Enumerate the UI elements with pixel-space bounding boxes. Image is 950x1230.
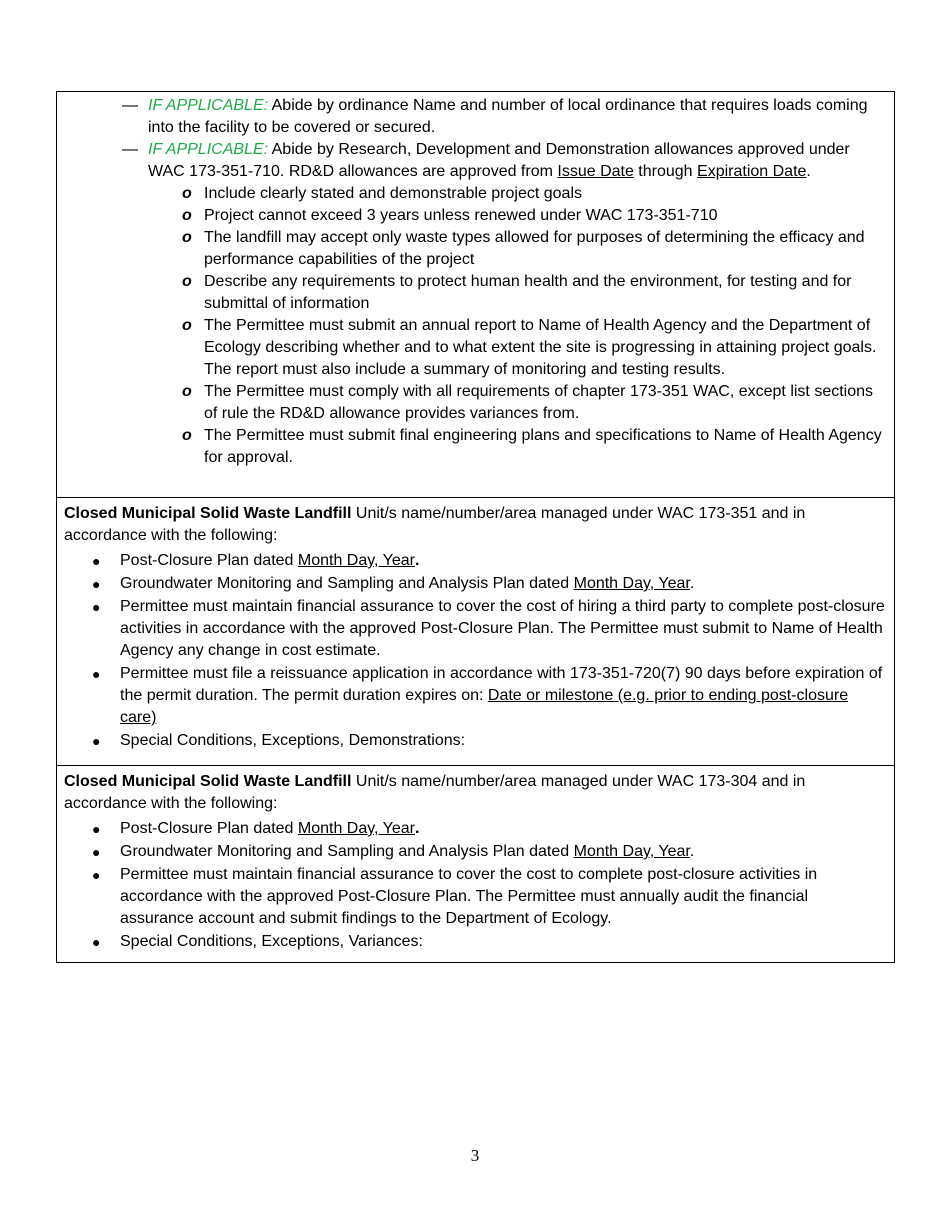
bullet-icon: ● [92,599,101,615]
item-text: Permittee must file a reissuance application in accordance with 173-351-720(7) 90 days before expiration of the permit duration. The permit duration expires on: [120,665,883,704]
dash-marker: — [122,97,138,114]
list-item [64,205,886,227]
item-text: Groundwater Monitoring and Sampling and Analysis Plan dated [120,575,574,592]
item-text: The Permittee must submit an annual report to Name of Health Agency and the Department of Ecology describing whether and to what extent the site is progressing in attaining project goals. The report must also include a summary of monitoring and testing results. [204,317,877,378]
circle-bullet-icon: o [182,273,192,290]
circle-bullet-icon: o [182,229,192,246]
item-text: Project cannot exceed 3 years unless renewed under WAC 173-351-710 [204,207,718,224]
item-text: . [414,552,420,569]
issue-date-field: Issue Date [557,163,634,180]
dash-list [64,95,886,183]
intro-text: Unit/s name/number/area managed under WAC 173-304 and in accordance with the following: [64,773,806,812]
bullet-icon: ● [92,821,101,837]
if-applicable-label: IF APPLICABLE: [148,141,269,158]
list-item [64,139,886,183]
list-item [64,573,886,595]
closed-landfill-351-section [57,497,894,765]
if-applicable-label: IF APPLICABLE: [148,97,269,114]
circle-bullet-icon: o [182,317,192,334]
section-intro [64,769,886,815]
list-item [64,596,886,662]
item-text: Permittee must maintain financial assurance to cover the cost of hiring a third party to complete post-closure activities in accordance with the approved Post-Closure Plan. The Permittee must submit to Name of Health Agency any change in cost estimate. [120,598,885,659]
item-text: Special Conditions, Exceptions, Demonstrations: [120,732,466,749]
date-field: Month Day, Year [573,575,690,592]
bullet-icon: ● [92,666,101,682]
item-text: . [689,843,695,860]
section-title: Closed Municipal Solid Waste Landfill [64,773,352,790]
list-item [64,931,886,953]
list-item [64,841,886,863]
rdd-sub-list [64,183,886,469]
item-text: Groundwater Monitoring and Sampling and Analysis Plan dated [120,843,574,860]
section-intro [64,501,886,547]
date-field: Month Day, Year [297,820,415,837]
list-item [64,550,886,572]
list-item [64,864,886,930]
circle-bullet-icon: o [182,207,192,224]
list-item [64,381,886,425]
item-text: Post-Closure Plan dated [120,820,298,837]
bullet-icon: ● [92,553,101,569]
item-text: Describe any requirements to protect human health and the environment, for testing and for submittal of information [204,273,852,312]
date-field: Date or milestone (e.g. prior to ending post-closure care) [120,687,849,726]
closed-landfill-304-section [57,765,894,962]
circle-bullet-icon: o [182,427,192,444]
item-text: The Permittee must comply with all requirements of chapter 173-351 WAC, except list sections of rule the RD&D allowance provides variances from. [204,383,874,422]
expiration-date-field: Expiration Date [697,163,807,180]
item-text: Include clearly stated and demonstrable project goals [204,185,582,202]
list-item [64,183,886,205]
item-text: Special Conditions, Exceptions, Variances: [120,933,423,950]
bullet-icon: ● [92,934,101,950]
item-text: . [414,820,420,837]
list-item [64,315,886,381]
item-text: Post-Closure Plan dated [120,552,298,569]
item-text: through [633,163,698,180]
list-item [64,95,886,139]
circle-bullet-icon: o [182,383,192,400]
bullet-icon: ● [92,844,101,860]
list-item [64,425,886,469]
item-text: The landfill may accept only waste types allowed for purposes of determining the efficacy and performance capabilities of the project [204,229,865,268]
section-title: Closed Municipal Solid Waste Landfill [64,505,352,522]
item-text: . [806,163,811,180]
item-text: The Permittee must submit final engineering plans and specifications to Name of Health Agency for approval. [204,427,882,466]
bullet-list [64,818,886,953]
date-field: Month Day, Year [573,843,690,860]
date-field: Month Day, Year [297,552,415,569]
item-text: . [689,575,695,592]
item-text: Permittee must maintain financial assurance to cover the cost to complete post-closure activities in accordance with the approved Post-Closure Plan. The Permittee must annually audit the financial assurance account and submit findings to the Department of Ecology. [120,866,818,927]
list-item [64,271,886,315]
applicable-conditions-section [57,92,894,497]
circle-bullet-icon: o [182,185,192,202]
conditions-table [56,91,895,963]
bullet-icon: ● [92,867,101,883]
list-item [64,730,886,752]
list-item [64,663,886,729]
intro-text: Unit/s name/number/area managed under WAC 173-351 and in accordance with the following: [64,505,806,544]
list-item [64,818,886,840]
dash-marker: — [122,141,138,158]
item-text: Abide by Research, Development and Demonstration allowances approved under WAC 173-351-710. RD&D allowances are approved from [148,141,850,180]
page-number: 3 [470,1146,480,1165]
list-item [64,227,886,271]
item-text: Abide by ordinance Name and number of local ordinance that requires loads coming into the facility to be covered or secured. [148,97,868,136]
bullet-list [64,550,886,752]
bullet-icon: ● [92,576,101,592]
bullet-icon: ● [92,733,101,749]
